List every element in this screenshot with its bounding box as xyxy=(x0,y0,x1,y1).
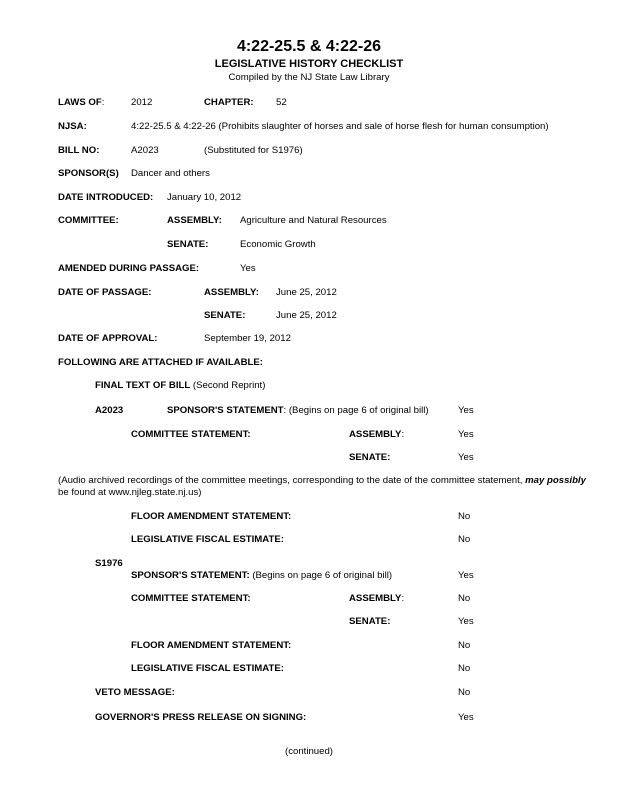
committee-senate-value: Economic Growth xyxy=(240,239,316,250)
audio-note-line1: (Audio archived recordings of the committee meetings, corresponding to the date of the committee statement, may possibly xyxy=(58,475,586,486)
a2023-id: A2023 xyxy=(95,405,124,416)
compiled-by: Compiled by the NJ State Law Library xyxy=(228,72,390,83)
a2023-assembly-label: ASSEMBLY: xyxy=(349,429,405,440)
s1976-senate-value: Yes xyxy=(458,616,474,627)
passage-assembly-label: ASSEMBLY: xyxy=(204,287,259,298)
a2023-assembly-value: Yes xyxy=(458,429,474,440)
s1976-fiscal-value: No xyxy=(458,663,471,674)
bill-no-value: A2023 xyxy=(131,145,159,156)
s1976-assembly-label: ASSEMBLY: xyxy=(349,593,405,604)
s1976-committee-label: COMMITTEE STATEMENT: xyxy=(131,593,251,604)
a2023-senate-value: Yes xyxy=(458,452,474,463)
chapter-value: 52 xyxy=(276,97,287,108)
passage-assembly-value: June 25, 2012 xyxy=(276,287,337,298)
committee-senate-label: SENATE: xyxy=(167,239,209,250)
s1976-floor-value: No xyxy=(458,640,471,651)
s1976-assembly-value: No xyxy=(458,593,471,604)
passage-senate-value: June 25, 2012 xyxy=(276,310,337,321)
press-release-value: Yes xyxy=(458,712,474,723)
a2023-fiscal-value: No xyxy=(458,534,471,545)
njsa-label: NJSA: xyxy=(58,121,87,132)
s1976-senate-label: SENATE: xyxy=(349,616,391,627)
date-introduced-label: DATE INTRODUCED: xyxy=(58,192,154,203)
date-of-passage-label: DATE OF PASSAGE: xyxy=(58,287,152,298)
audio-note-line2: be found at www.njleg.state.nj.us) xyxy=(58,487,202,498)
amended-label: AMENDED DURING PASSAGE: xyxy=(58,263,200,274)
njsa-value: 4:22-25.5 & 4:22-26 (Prohibits slaughter of horses and sale of horse flesh for human consumption) xyxy=(131,121,549,132)
bill-no-label: BILL NO: xyxy=(58,145,100,156)
veto-value: No xyxy=(458,687,471,698)
a2023-committee-label: COMMITTEE STATEMENT: xyxy=(131,429,251,440)
committee-assembly-value: Agriculture and Natural Resources xyxy=(240,215,387,226)
a2023-senate-label: SENATE: xyxy=(349,452,391,463)
laws-of-label: LAWS OF: xyxy=(58,97,105,108)
a2023-fiscal-label: LEGISLATIVE FISCAL ESTIMATE: xyxy=(131,534,284,545)
s1976-sponsor-statement: SPONSOR'S STATEMENT: (Begins on page 6 of original bill) xyxy=(131,570,393,581)
final-text: FINAL TEXT OF BILL (Second Reprint) xyxy=(95,380,266,391)
amended-value: Yes xyxy=(240,263,256,274)
a2023-sponsor-value: Yes xyxy=(458,405,474,416)
date-of-approval-value: September 19, 2012 xyxy=(204,333,291,344)
a2023-floor-value: No xyxy=(458,511,471,522)
laws-of-value: 2012 xyxy=(131,97,153,108)
veto-label: VETO MESSAGE: xyxy=(95,687,175,698)
s1976-sponsor-value: Yes xyxy=(458,570,474,581)
a2023-sponsor-statement: SPONSOR'S STATEMENT: (Begins on page 6 of original bill) xyxy=(167,405,429,416)
s1976-fiscal-label: LEGISLATIVE FISCAL ESTIMATE: xyxy=(131,663,284,674)
committee-label: COMMITTEE: xyxy=(58,215,119,226)
page-title: 4:22-25.5 & 4:22-26 xyxy=(236,38,382,55)
s1976-floor-label: FLOOR AMENDMENT STATEMENT: xyxy=(131,640,292,651)
sponsor-value: Dancer and others xyxy=(131,168,210,179)
committee-assembly-label: ASSEMBLY: xyxy=(167,215,222,226)
press-release-label: GOVERNOR'S PRESS RELEASE ON SIGNING: xyxy=(95,712,307,723)
bill-no-note: (Substituted for S1976) xyxy=(204,145,303,156)
date-introduced-value: January 10, 2012 xyxy=(167,192,242,203)
page-subtitle: LEGISLATIVE HISTORY CHECKLIST xyxy=(214,58,404,70)
chapter-label: CHAPTER: xyxy=(204,97,254,108)
attached-heading: FOLLOWING ARE ATTACHED IF AVAILABLE: xyxy=(58,357,263,368)
passage-senate-label: SENATE: xyxy=(204,310,246,321)
sponsor-label: SPONSOR(S) xyxy=(58,168,119,179)
s1976-id: S1976 xyxy=(95,558,123,569)
date-of-approval-label: DATE OF APPROVAL: xyxy=(58,333,158,344)
a2023-floor-label: FLOOR AMENDMENT STATEMENT: xyxy=(131,511,292,522)
continued-note: (continued) xyxy=(285,746,333,757)
